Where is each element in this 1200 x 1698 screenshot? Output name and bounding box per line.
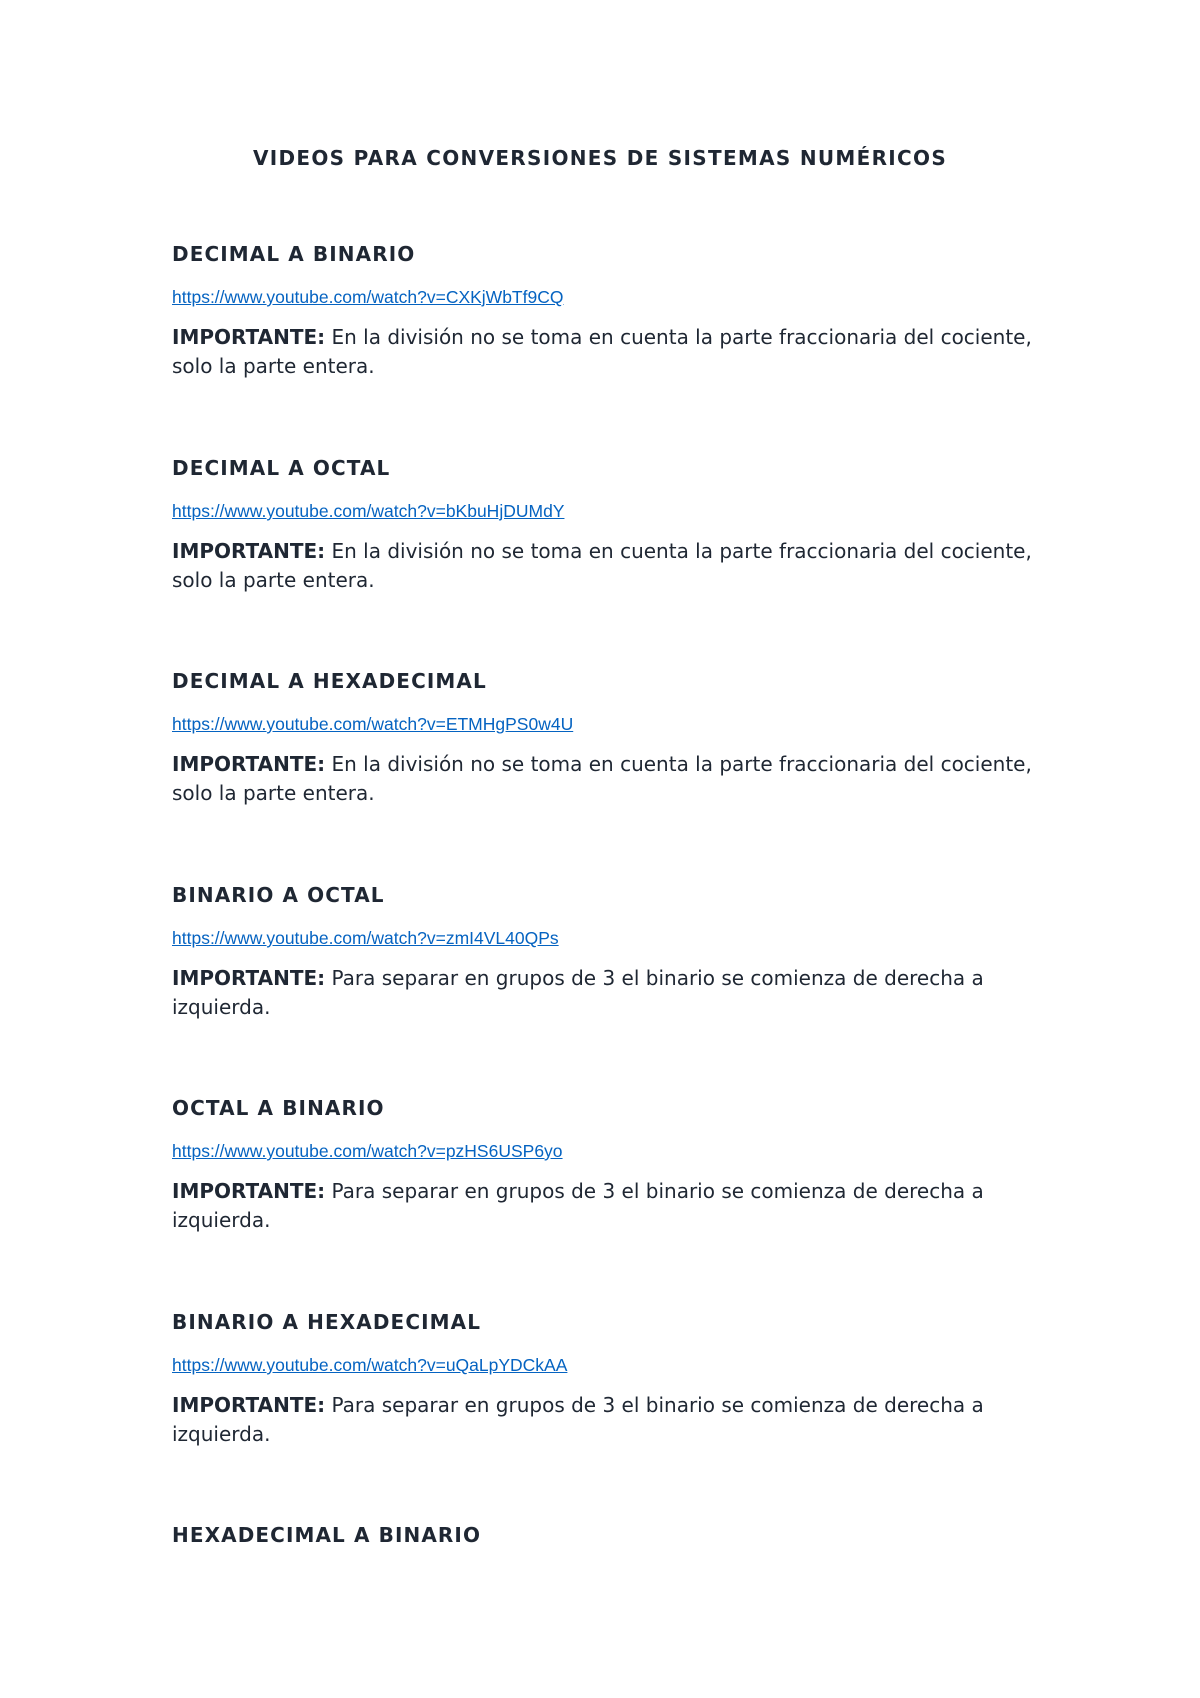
section-binario-a-octal [172, 880, 1052, 1022]
note-text: Para separar en grupos de 3 el binario se comienza de derecha a izquierda. [172, 1179, 984, 1232]
note-label: IMPORTANTE: [172, 325, 326, 349]
important-note [172, 537, 1052, 595]
section-heading: DECIMAL A HEXADECIMAL [172, 669, 487, 693]
note-text: En la división no se toma en cuenta la parte fraccionaria del cociente, solo la parte entera. [172, 539, 1032, 592]
section-hexadecimal-a-binario [172, 1520, 1052, 1550]
video-link[interactable]: https://www.youtube.com/watch?v=pzHS6USP6yo [172, 1141, 563, 1161]
note-text: En la división no se toma en cuenta la parte fraccionaria del cociente, solo la parte entera. [172, 325, 1032, 378]
section-octal-a-binario [172, 1093, 1052, 1235]
video-link[interactable]: https://www.youtube.com/watch?v=CXKjWbTf9CQ [172, 287, 564, 307]
note-label: IMPORTANTE: [172, 966, 326, 990]
important-note [172, 964, 1052, 1022]
section-heading: OCTAL A BINARIO [172, 1096, 385, 1120]
video-link[interactable]: https://www.youtube.com/watch?v=uQaLpYDCkAA [172, 1355, 568, 1375]
important-note [172, 1391, 1052, 1449]
note-label: IMPORTANTE: [172, 1179, 326, 1203]
section-heading: BINARIO A OCTAL [172, 883, 385, 907]
note-label: IMPORTANTE: [172, 752, 326, 776]
section-decimal-a-octal [172, 453, 1052, 595]
note-text: En la división no se toma en cuenta la parte fraccionaria del cociente, solo la parte entera. [172, 752, 1032, 805]
section-decimal-a-binario [172, 239, 1052, 381]
important-note [172, 750, 1052, 808]
section-heading: DECIMAL A BINARIO [172, 242, 416, 266]
section-decimal-a-hexadecimal [172, 666, 1052, 808]
video-link[interactable]: https://www.youtube.com/watch?v=zmI4VL40QPs [172, 928, 559, 948]
note-label: IMPORTANTE: [172, 1393, 326, 1417]
important-note [172, 323, 1052, 381]
video-link[interactable]: https://www.youtube.com/watch?v=bKbuHjDUMdY [172, 501, 565, 521]
video-link[interactable]: https://www.youtube.com/watch?v=ETMHgPS0w4U [172, 714, 574, 734]
section-binario-a-hexadecimal [172, 1307, 1052, 1449]
note-text: Para separar en grupos de 3 el binario se comienza de derecha a izquierda. [172, 1393, 984, 1446]
important-note [172, 1177, 1052, 1235]
note-label: IMPORTANTE: [172, 539, 326, 563]
document-title: VIDEOS PARA CONVERSIONES DE SISTEMAS NUMÉRICOS [252, 146, 948, 170]
section-heading: HEXADECIMAL A BINARIO [172, 1523, 482, 1547]
section-heading: BINARIO A HEXADECIMAL [172, 1310, 482, 1334]
section-heading: DECIMAL A OCTAL [172, 456, 391, 480]
note-text: Para separar en grupos de 3 el binario se comienza de derecha a izquierda. [172, 966, 984, 1019]
